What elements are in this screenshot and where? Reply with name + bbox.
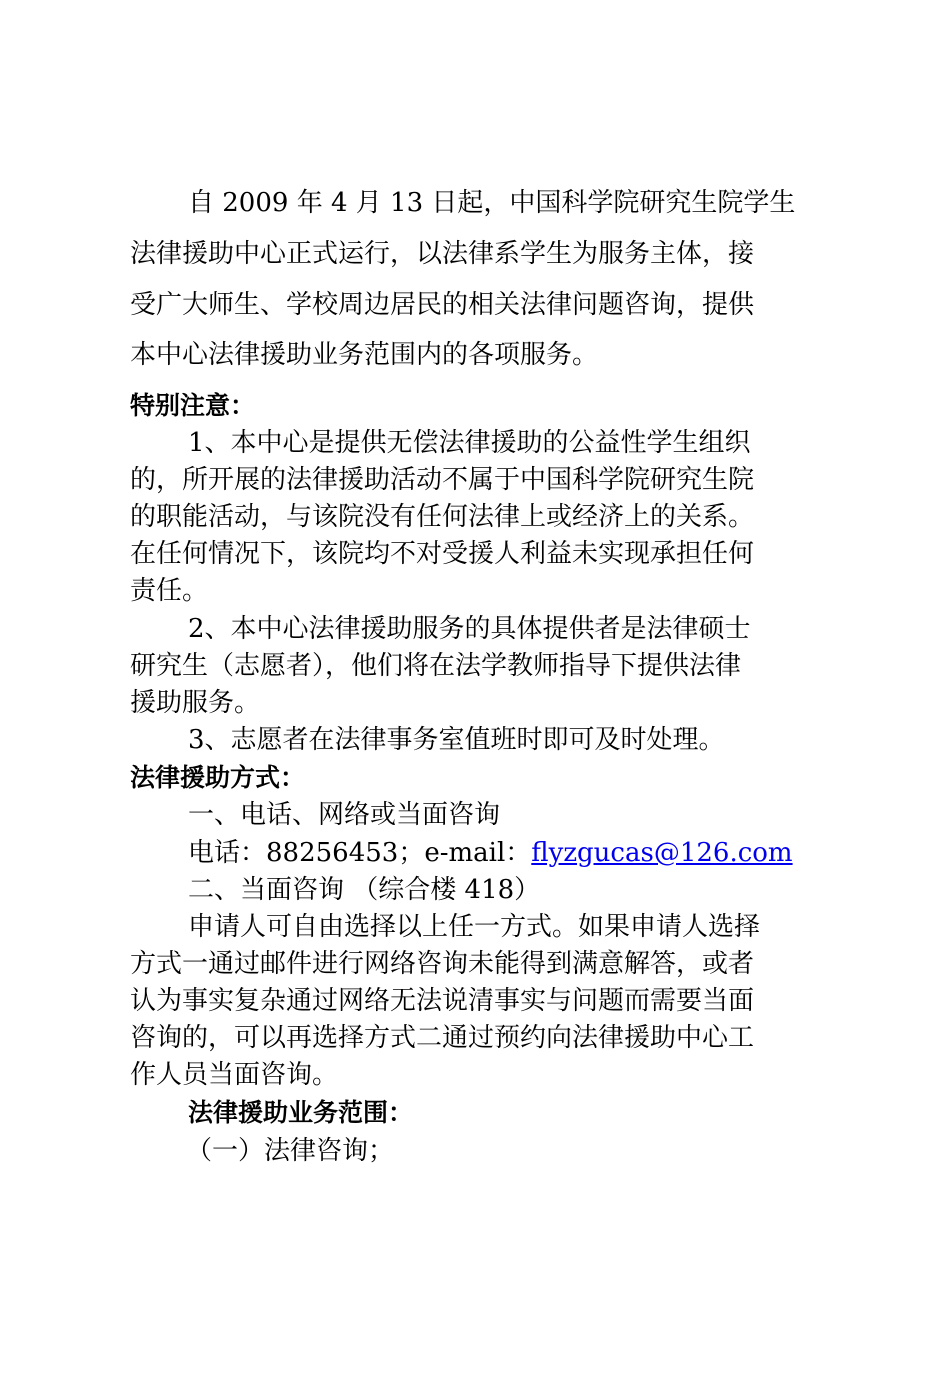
- explanation-line: 方式一通过邮件进行网络咨询未能得到满意解答，或者: [130, 949, 755, 979]
- contact-line: [188, 838, 793, 868]
- notice-item-line: 的，所开展的法律援助活动不属于中国科学院研究生院: [130, 465, 755, 495]
- notice-item-line: 2、本中心法律援助服务的具体提供者是法律硕士: [188, 614, 751, 644]
- intro-line: 法律援助中心正式运行，以法律系学生为服务主体，接: [130, 239, 755, 269]
- notice-item-line: 的职能活动，与该院没有任何法律上或经济上的关系。: [130, 502, 755, 532]
- explanation-line: 认为事实复杂通过网络无法说清事实与问题而需要当面: [130, 986, 755, 1016]
- intro-line: 自 2009 年 4 月 13 日起，中国科学院研究生院学生: [188, 188, 796, 218]
- contact-prefix: 电话：88256453；e-mail：: [188, 838, 532, 868]
- intro-line: 受广大师生、学校周边居民的相关法律问题咨询，提供: [130, 290, 755, 320]
- methods-heading: 法律援助方式：: [130, 763, 306, 792]
- notice-item-line: 1、本中心是提供无偿法律援助的公益性学生组织: [188, 428, 751, 458]
- notice-item-line: 责任。: [130, 576, 209, 606]
- method-one: 一、电话、网络或当面咨询: [188, 800, 501, 830]
- explanation-line: 作人员当面咨询。: [130, 1060, 339, 1090]
- notice-item-line: 研究生（志愿者），他们将在法学教师指导下提供法律: [130, 651, 742, 681]
- notice-heading: 特别注意：: [130, 391, 256, 420]
- email-link[interactable]: flyzgucas@126.com: [531, 838, 793, 868]
- method-two: 二、当面咨询 （综合楼 418）: [188, 875, 541, 905]
- scope-item: （一）法律咨询；: [186, 1136, 395, 1166]
- notice-item-line: 援助服务。: [130, 688, 261, 718]
- scope-heading: 法律援助业务范围：: [188, 1098, 414, 1127]
- notice-item-line: 在任何情况下，该院均不对受援人利益未实现承担任何: [130, 539, 755, 569]
- intro-line: 本中心法律援助业务范围内的各项服务。: [130, 340, 599, 370]
- notice-item-line: 3、志愿者在法律事务室值班时即可及时处理。: [188, 725, 725, 755]
- explanation-line: 申请人可自由选择以上任一方式。如果申请人选择: [188, 912, 761, 942]
- explanation-line: 咨询的，可以再选择方式二通过预约向法律援助中心工: [130, 1023, 755, 1053]
